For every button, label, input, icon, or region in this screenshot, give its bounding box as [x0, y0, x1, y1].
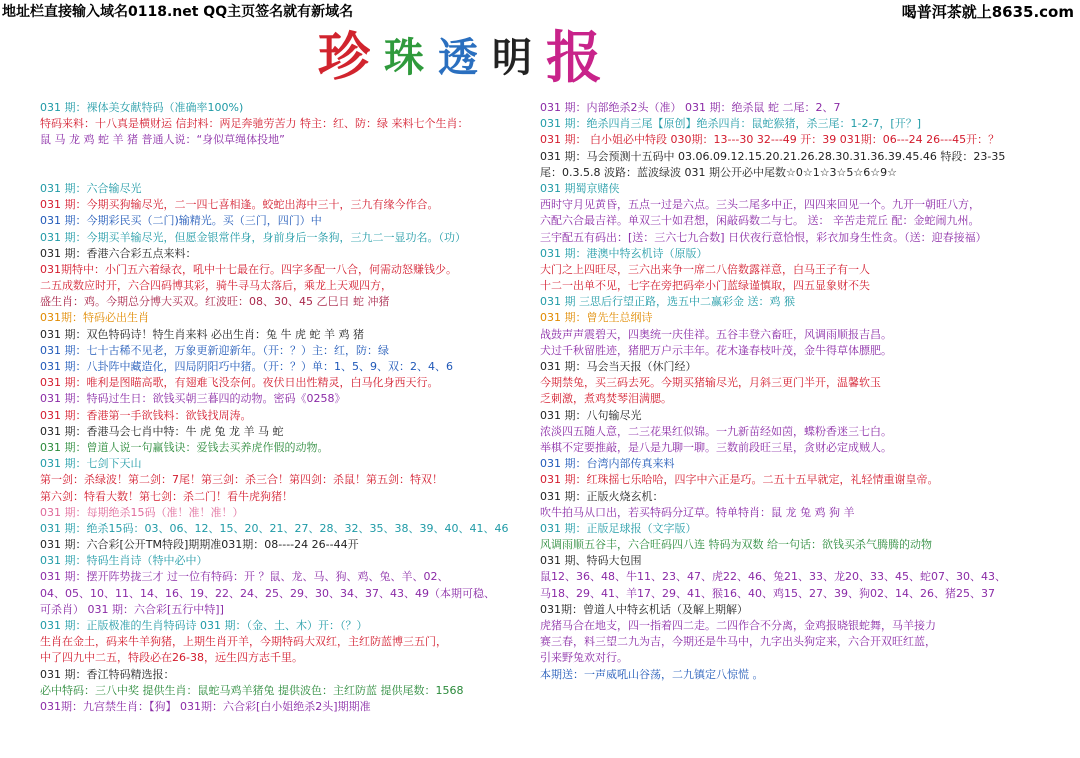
text-line: 战鼓声声震碧天，四奥统一庆佳祥。五谷丰登六畜旺，风调雨顺报吉昌。	[540, 327, 892, 341]
text-line: 031 期：六合彩[公开TM特段]期期准031期：08----24 26--44开	[40, 538, 359, 552]
text-line: 031 期：曾先生总纲诗	[540, 311, 653, 325]
text-line: 生肖在金土，码来牛羊狗猪，上期生肖开羊，今期特码大双红，主红防蓝博三五门，	[40, 635, 447, 649]
text-line: 031 期：正版火烧玄机：	[540, 489, 664, 503]
text-line: 大门之上四旺尽，三六出来争一席二八倍数露祥意，白马王子有一人	[540, 262, 870, 276]
text-line: 西时守月见黄昏，五点一过是六点。三头二尾多中正，四四来回见一个。九开一朝旺八方，	[540, 198, 980, 212]
text-line: 第一剑：杀绿波！第二剑：7尾！第三剑：杀三合！第四剑：杀鼠！第五剑：特双！	[40, 473, 443, 487]
text-line: 031 期：唯利是图瞄高歌，有翅难飞没奈何。夜伏日出性精灵，白马化身西天行。	[40, 376, 439, 390]
text-line: 031 期：双色特码诗！特生肖来料 必出生肖：兔 牛 虎 蛇 羊 鸡 猪	[40, 327, 364, 341]
text-line: 引来野兔欢对行。	[540, 651, 628, 665]
tea-site-notice: 喝普洱茶就上8635.com	[901, 3, 1074, 21]
text-line: 031 期：七剑下天山	[40, 457, 142, 471]
text-line: 马18、29、41、羊17、29、41、猴16、40、鸡15、27、39、狗02、14、26、猪25、37	[540, 586, 995, 600]
text-line: 可杀肖） 031 期：六合彩[五行中特]]	[40, 602, 224, 616]
text-line: 三宇配五有码出：[送：三六七九合数] 日伏夜行意恰恨，彩衣加身生性贪。（送：迎春接福）	[540, 230, 987, 244]
text-line: 031 期 三思后行望正路，选五中二赢彩金 送：鸡 猴	[540, 295, 795, 309]
page-title	[318, 25, 616, 91]
text-line: 举棋不定要推敲，是八是九聊一聊。三数前段旺三星，贪财必定成贼人。	[540, 440, 892, 454]
text-line: 犬过千秋留胜迹，猪肥万户示丰年。花木逢春枝叶茂，金牛得草体膘肥。	[540, 343, 892, 357]
text-line: 031 期：香港马会七肖中特：牛 虎 兔 龙 羊 马 蛇	[40, 424, 284, 438]
text-line: 031 期：绝杀15码：03、06、12、15、20、21、27、28、32、35、38、39、40、41、46	[40, 521, 509, 535]
text-line: 031 期：今期彩民买（二门)输精光。买（三门，四门）中	[40, 214, 322, 228]
title-char: 透	[438, 34, 479, 81]
text-line: 031 期：今期买狗输尽光，二一四七喜相逢。蛟蛇出海中三十，三九有缘今作合。	[40, 198, 439, 212]
text-line: 031 期：马会预测十五码中 03.06.09.12.15.20.21.26.28.30.31.36.39.45.46 特段：23-35	[540, 149, 1006, 163]
text-line: 特码来料：十八真是横财运 信封料：两足奔驰劳苦力 特主：红、防：绿 来料七个生肖：	[40, 117, 469, 131]
left-column	[40, 100, 510, 715]
text-line: 031 期：正版足球报（文字版）	[540, 521, 697, 535]
text-line: 必中特码：三八中奖 提供生肖：鼠蛇马鸡羊猪兔 提供波色：主红防蓝 提供尾数：1568	[40, 683, 464, 697]
domain-notice: 地址栏直接输入域名0118.net QQ主页签名就有新域名	[2, 4, 354, 20]
text-line: 乏刺激，煮鸡焚琴泪满腮。	[540, 392, 672, 406]
text-line: 二五成数应时开，六合四码博其彩，骑牛寻马太落后，乘龙上天观四方，	[40, 279, 392, 293]
text-line: 第六剑：特看大数！第七剑：杀二门！看牛虎狗猪！	[40, 489, 293, 503]
text-line: 赛三春，料三望二九为吉，今期还是牛马中，九字出头狗定来，六合开双旺红蓝，	[540, 635, 936, 649]
text-line: 031期：九宫禁生肖：【狗】 031期：六合彩[白小姐绝杀2头]期期准	[40, 699, 371, 713]
text-line: 031 期：八句输尽光	[540, 408, 642, 422]
text-line: 031 期、特码大包围	[540, 554, 642, 568]
text-line: 浓淡四五随人意，二三花果红似锦。一九新苗经如茵，蝶粉香迷三七白。	[540, 424, 892, 438]
text-line: 031期：特码必出生肖	[40, 311, 149, 325]
text-line: 031 期： 白小姐必中特段 030期：13---30 32---49 开：39 031期：06---24 26---45开：？	[540, 133, 1000, 147]
text-line: 本期送：一声威吼山谷荡，二九镇定八惊慌 。	[540, 667, 764, 681]
top-banner	[0, 0, 1080, 22]
text-line: 中了四九中二五，特段必在26-38，远生四方志千里。	[40, 651, 303, 665]
right-column	[540, 100, 1040, 683]
text-line: 虎猪马合在地支，四一指着四二走。二四作合不分离，金鸡报晓银蛇舞，马羊接力	[540, 619, 936, 632]
text-line: 031 期：马会当天报（休门经）	[540, 360, 697, 373]
text-line: 031 期：内部绝杀2头（准） 031 期：绝杀鼠 蛇 二尾：2、7	[540, 101, 841, 114]
text-line: 031 期：香港第一手欲钱料：欲钱找周涛。	[40, 408, 252, 422]
text-line: 031 期：台湾内部传真来料	[540, 457, 675, 471]
text-line: 031 期：八卦阵中藏造化，四局阴阳巧中猪。（开：？）单：1、5、9、双：2、4、6	[40, 360, 453, 374]
text-line: 盛生肖：鸡。今期总分博大买双。红波旺：08、30、45 乙巳日 蛇 冲猪	[40, 295, 390, 309]
text-line: 031 期蜀京赌侠	[540, 181, 620, 195]
text-line: 十二一出单不见，七字在旁把码牵小门蓝绿谨慎取，四五显象财不失	[540, 279, 870, 293]
title-char: 报	[546, 25, 603, 91]
text-line: 031 期：红珠摇七乐哈哈，四字中六正是巧。二五十五早就定，礼轻情重谢皇帝。	[540, 473, 939, 487]
text-line: 风调雨顺五谷丰，六合旺码四八连 特码为双数 给一句话：欲钱买杀气腾腾的动物	[540, 538, 932, 552]
text-line: 031 期：香港六合彩五点来料：	[40, 246, 197, 260]
text-line: 031期特中：小门五六着绿衣，吼中十七最在行。四字多配一八合，何需动怒赚钱少。	[40, 262, 457, 276]
text-line: 031期：曾道人中特玄机话（及解上期解）	[540, 602, 748, 616]
text-line: 04、05、10、11、14、16、19、22、24、25、29、30、34、37、43、49（本期可稳、	[40, 586, 495, 600]
text-line: 031 期：曾道人说一句赢钱诀：爱钱去买养虎作假的动物。	[40, 440, 329, 454]
text-line: 031 期：特码生肖诗（特中必中）	[40, 554, 208, 568]
text-line: 尾：0.3.5.8 波路：蓝波绿波 031 期公开必中尾数☆0☆1☆3☆5☆6☆9☆	[540, 165, 897, 179]
text-line: 031 期：港澳中特玄机诗（原版）	[540, 246, 708, 260]
spacer	[40, 149, 510, 181]
text-line: 吹牛拍马从口出，若买特码分辽草。特单特肖：鼠 龙 兔 鸡 狗 羊	[540, 505, 855, 519]
text-line: 031 期：今期买羊输尽光，但愿金银常伴身，身前身后一条狗，三九二一显功名。（功）	[40, 230, 466, 244]
text-line: 031 期：裸体美女献特码（准确率100%)	[40, 101, 244, 114]
text-line: 031 期：六合输尽光	[40, 181, 142, 195]
text-line: 今期禁兔，买三码去死。今期买猪输尽光，月斜三更门半开，温馨软玉	[540, 376, 881, 390]
title-char: 珠	[384, 34, 425, 81]
text-line: 031 期：七十古稀不见老，万象更新迎新年。（开：？）主：红，防：绿	[40, 343, 389, 357]
text-line: 031 期：香江特码精选报：	[40, 667, 175, 681]
title-char: 明	[492, 34, 533, 81]
text-line: 鼠 马 龙 鸡 蛇 羊 猪 普通人说：“身似草绳体投地”	[40, 133, 285, 147]
text-line: 031 期：摆开阵势拢三才 过一位有特码：开 ？鼠、龙、马、狗、鸡、兔、羊、02、	[40, 570, 449, 584]
text-line: 031 期：绝杀四肖三尾【原创】绝杀四肖：鼠蛇猴猪，杀三尾：1-2-7，[开？]	[540, 117, 922, 131]
text-line: 031 期：正版极准的生肖特码诗 031 期：（金、土、木）开：（？）	[40, 619, 368, 633]
text-line: 031 期：每期绝杀15码（准！准！准！）	[40, 505, 244, 519]
text-line: 031 期：特码过生日：欲钱买朝三暮四的动物。密码《0258》	[40, 392, 346, 406]
text-line: 六配六合最吉祥。单双三十如君想，闲敲码数二与七。 送： 辛苦走荒丘 配：金蛇闹九州。	[540, 214, 980, 228]
text-line: 鼠12、36、48、牛11、23、47、虎22、46、兔21、33、龙20、33、45、蛇07、30、43、	[540, 570, 1006, 584]
title-char: 珍	[318, 27, 371, 88]
